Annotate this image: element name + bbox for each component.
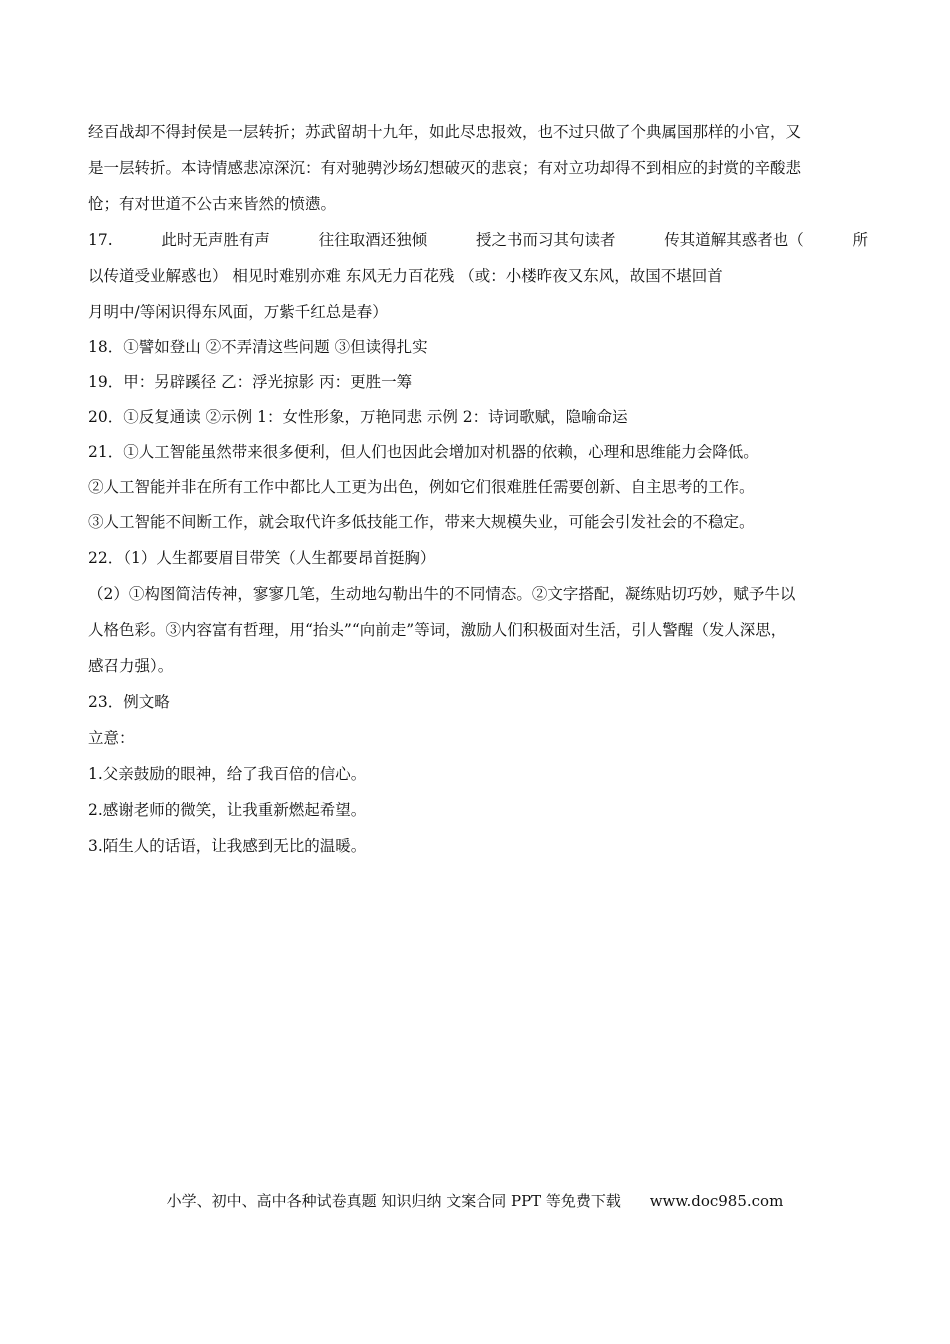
text-line: 感召力强）。 <box>88 657 174 675</box>
answer-17-part: 此时无声胜有声 <box>161 231 270 249</box>
text-line: 3.陌生人的话语，让我感到无比的温暖。 <box>88 837 367 855</box>
answer-21: 21．①人工智能虽然带来很多便利，但人们也因此会增加对机器的依赖，心理和思维能力会降低。 <box>88 443 759 461</box>
answer-22: 22．（1）人生都要眉目带笑（人生都要昂首挺胸） <box>88 549 436 567</box>
text-line: 月明中/等闲识得东风面，万紫千红总是春） <box>88 303 388 321</box>
answer-17-part: 授之书而习其句读者 <box>475 231 616 249</box>
answer-17-part: 所 <box>852 231 868 249</box>
answer-17-continued: 以传道受业解惑也） 相见时难别亦难 东风无力百花残 （或：小楼昨夜又东风，故国不堪回首 <box>88 267 723 285</box>
text-line: 立意： <box>88 729 135 747</box>
footer-text: 小学、初中、高中各种试卷真题 知识归纳 文案合同 PPT 等免费下载 <box>166 1192 621 1210</box>
text-line: 1.父亲鼓励的眼神，给了我百倍的信心。 <box>88 765 367 783</box>
answer-content <box>88 114 868 864</box>
text-line: ②人工智能并非在所有工作中都比人工更为出色，例如它们很难胜任需要创新、自主思考的工作。 <box>88 478 755 496</box>
answer-19: 19．甲：另辟蹊径 乙：浮光掠影 丙：更胜一筹 <box>88 373 413 391</box>
footer-url[interactable]: www.doc985.com <box>649 1192 784 1210</box>
text-line: 2.感谢老师的微笑，让我重新燃起希望。 <box>88 801 367 819</box>
text-line: 是一层转折。本诗情感悲凉深沉：有对驰骋沙场幻想破灭的悲哀；有对立功却得不到相应的封赏的辛酸悲 <box>88 159 802 177</box>
text-line: ③人工智能不间断工作，就会取代许多低技能工作，带来大规模失业，可能会引发社会的不稳定。 <box>88 513 755 531</box>
answer-17-number: 17. <box>88 231 113 249</box>
text-line: （2）①构图简洁传神，寥寥几笔，生动地勾勒出牛的不同情态。②文字搭配，凝练贴切巧妙，赋予牛以 <box>88 585 796 603</box>
answer-17-line <box>88 222 868 258</box>
answer-18: 18．①譬如登山 ②不弄清这些问题 ③但读得扎实 <box>88 338 428 356</box>
text-line: 怆；有对世道不公古来皆然的愤懑。 <box>88 195 337 213</box>
text-line: 经百战却不得封侯是一层转折；苏武留胡十九年，如此尽忠报效，也不过只做了个典属国那样的小官，又 <box>88 123 802 141</box>
answer-20: 20．①反复通读 ②示例 1：女性形象，万艳同悲 示例 2：诗词歌赋，隐喻命运 <box>88 408 628 426</box>
answer-23: 23．例文略 <box>88 693 170 711</box>
answer-17-part: 往往取酒还独倾 <box>318 231 428 249</box>
answer-17-part: 传其道解其惑者也（ <box>664 231 804 249</box>
text-line: 人格色彩。③内容富有哲理，用“抬头”“向前走”等词，激励人们积极面对生活，引人警醒（发人深思， <box>88 621 787 639</box>
page-footer <box>0 1190 950 1211</box>
